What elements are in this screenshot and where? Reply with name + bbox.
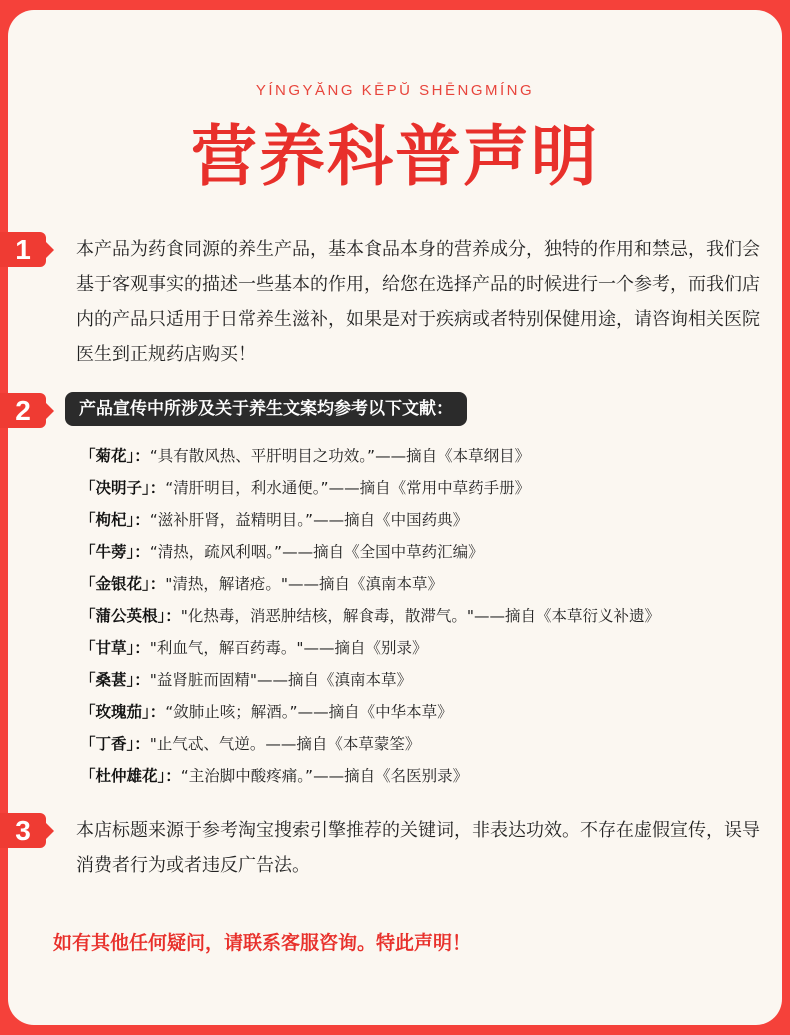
reference-item — [80, 664, 770, 696]
herb-quote: "化热毒，消恶肿结核，解食毒，散滞气。"——摘自《本草衍义补遗》 — [180, 607, 661, 625]
reference-item — [80, 536, 770, 568]
herb-quote: "利血气，解百药毒。"——摘自《别录》 — [149, 639, 428, 657]
herb-quote: “具有散风热、平肝明目之功效。”——摘自《本草纲目》 — [149, 447, 531, 465]
reference-item — [80, 472, 770, 504]
section-3-text: 本店标题来源于参考淘宝搜索引擎推荐的关键词，非表达功效。不存在虚假宣传，误导消费者行为或者违反广告法。 — [76, 820, 760, 876]
references-heading: 产品宣传中所涉及关于养生文案均参考以下文献： — [65, 392, 467, 426]
reference-item — [80, 728, 770, 760]
herb-name: 「菊花」： — [80, 447, 150, 465]
herb-name: 「杜仲雄花」： — [80, 767, 181, 785]
reference-item — [80, 440, 770, 472]
herb-quote: "止气忒、气逆。——摘自《本草蒙筌》 — [149, 735, 421, 753]
herb-quote: “清肝明目，利水通便。”——摘自《常用中草药手册》 — [165, 479, 531, 497]
section-number-2: 2 — [0, 393, 46, 428]
reference-item — [80, 504, 770, 536]
herb-name: 「枸杞」： — [80, 511, 150, 529]
section-number-1: 1 — [0, 232, 46, 267]
herb-quote: “主治脚中酸疼痛。”——摘自《名医别录》 — [180, 767, 469, 785]
herb-name: 「决明子」： — [80, 479, 166, 497]
herb-name: 「蒲公英根」： — [80, 607, 181, 625]
reference-item — [80, 568, 770, 600]
herb-name: 「玫瑰茄」： — [80, 703, 166, 721]
herb-quote: "清热，解诸疮。"——摘自《滇南本草》 — [165, 575, 444, 593]
reference-item — [80, 696, 770, 728]
page-title: 营养科普声明 — [191, 118, 599, 195]
reference-item — [80, 600, 770, 632]
title-pinyin: YÍNGYĂNG KĒPŬ SHĒNGMÍNG — [255, 82, 535, 99]
herb-name: 「甘草」： — [80, 639, 150, 657]
reference-list — [80, 440, 770, 792]
herb-quote: "益肾脏而固精"——摘自《滇南本草》 — [149, 671, 413, 689]
herb-quote: “清热，疏风利咽。”——摘自《全国中草药汇编》 — [149, 543, 484, 561]
section-1-text: 本产品为药食同源的养生产品，基本食品本身的营养成分，独特的作用和禁忌，我们会基于客观事实的描述一些基本的作用，给您在选择产品的时候进行一个参考，而我们店内的产品只适用于日常养生滋补，如果是对于疾病或者特别保健用途，请咨询相关医院医生到正规药店购买！ — [76, 239, 760, 365]
herb-name: 「桑葚」： — [80, 671, 150, 689]
herb-quote: “敛肺止咳；解酒。”——摘自《中华本草》 — [165, 703, 453, 721]
herb-name: 「牛蒡」： — [80, 543, 150, 561]
reference-item — [80, 632, 770, 664]
herb-name: 「金银花」： — [80, 575, 166, 593]
herb-quote: “滋补肝肾，益精明目。”——摘自《中国药典》 — [149, 511, 469, 529]
herb-name: 「丁香」： — [80, 735, 150, 753]
reference-item — [80, 760, 770, 792]
section-number-3: 3 — [0, 813, 46, 848]
footer-notice: 如有其他任何疑问，请联系客服咨询。特此声明！ — [53, 932, 472, 954]
